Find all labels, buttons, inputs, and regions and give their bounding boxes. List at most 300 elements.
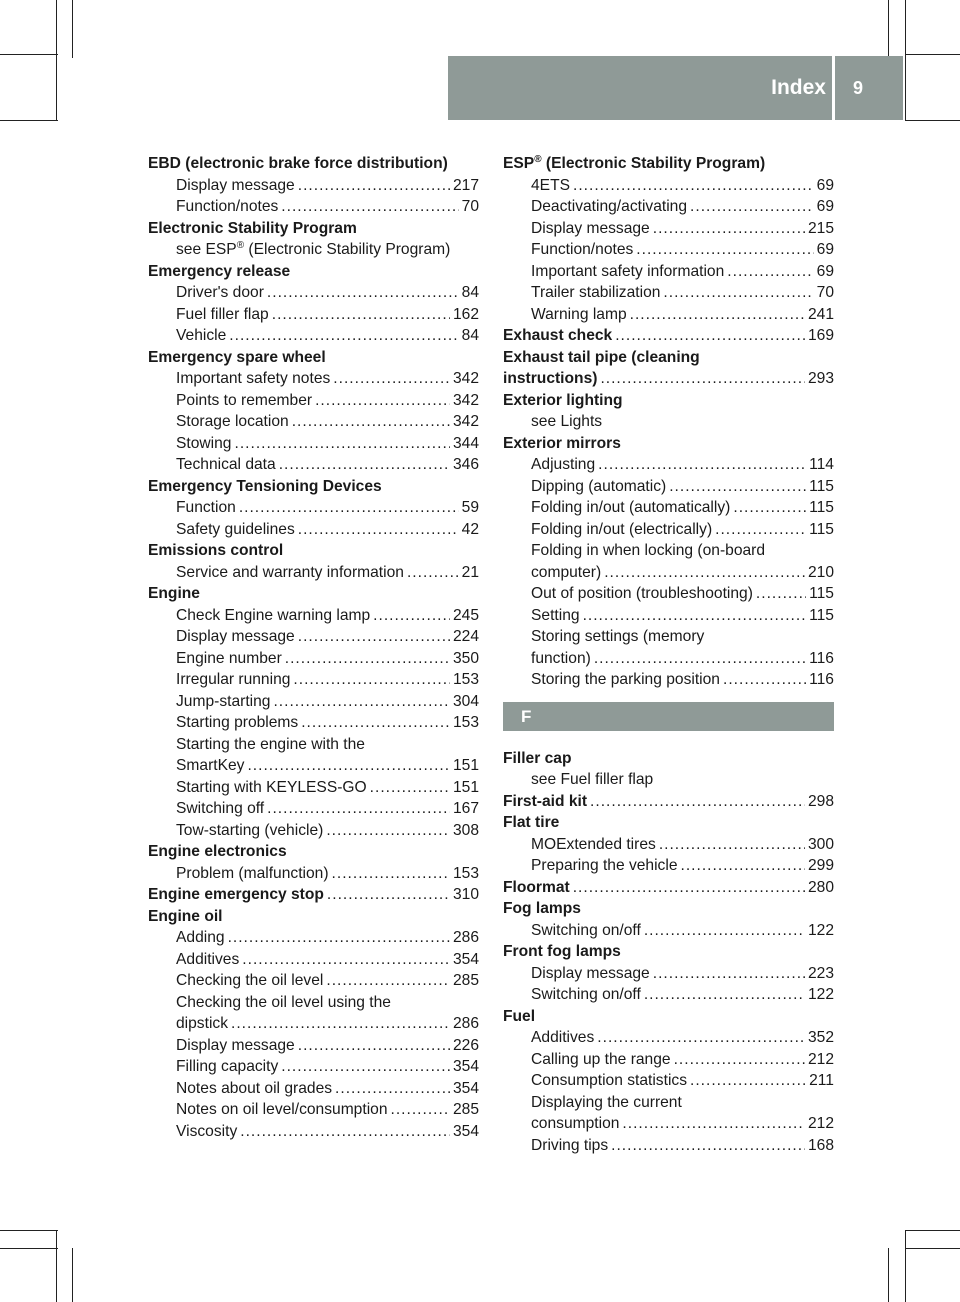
- leader-dots: [281, 1056, 450, 1078]
- crop-mark: [905, 120, 960, 121]
- sub-entry: [148, 777, 479, 799]
- leader-dots: [636, 239, 813, 261]
- sub-entry-text: Fuel filler flap: [176, 305, 269, 323]
- page-ref: 115: [809, 606, 834, 624]
- sub-entry: [148, 949, 479, 971]
- sub-entry-text: Out of position (troubleshooting): [531, 585, 753, 602]
- leader-dots: [327, 884, 450, 906]
- sub-entry: [503, 984, 834, 1006]
- index-entry: [148, 347, 479, 476]
- sub-entry: [503, 1135, 834, 1157]
- sub-entry-text: Dipping (automatic): [531, 477, 667, 495]
- page-ref: 215: [807, 219, 834, 237]
- sub-entry-text: dipstick: [176, 1015, 228, 1032]
- index-entry: [503, 1006, 834, 1157]
- leader-dots: [335, 1078, 450, 1100]
- sub-entry: [503, 519, 834, 541]
- see-reference: see ESP® (Electronic Stability Program): [176, 239, 451, 258]
- entry-heading: ESP® (Electronic Stability Program): [503, 153, 766, 172]
- sub-entry-text: MOExtended tires: [531, 835, 656, 853]
- leader-dots: [272, 304, 450, 326]
- sub-entry-text: Switching on/off: [531, 986, 641, 1003]
- leader-dots: [301, 712, 450, 734]
- sub-entry-text: Displaying the current: [531, 1093, 682, 1111]
- leader-dots: [298, 626, 450, 648]
- page-ref: 169: [807, 327, 834, 344]
- entry-heading-text: Floormat: [503, 878, 570, 896]
- page-ref: 116: [809, 649, 834, 667]
- leader-dots: [594, 648, 806, 670]
- leader-dots: [407, 562, 459, 584]
- page-title: Index: [771, 76, 826, 99]
- page-ref: 298: [807, 792, 834, 810]
- index-entry: [148, 841, 479, 884]
- sub-entry-text: Tow-starting (vehicle): [176, 821, 324, 839]
- index-entry: [503, 347, 834, 390]
- leader-dots: [653, 963, 805, 985]
- entry-heading: Emergency Tensioning Devices: [148, 477, 382, 495]
- leader-dots: [604, 562, 805, 584]
- sub-entry-text: Notes about oil grades: [176, 1079, 333, 1097]
- sub-entry: [503, 239, 834, 261]
- entry-heading: Fuel: [503, 1007, 536, 1025]
- page-ref: 352: [807, 1029, 834, 1046]
- page-ref: 342: [452, 391, 479, 409]
- index-entry: [503, 748, 834, 791]
- sub-entry: [148, 282, 479, 304]
- sub-entry: [503, 648, 834, 670]
- sub-entry-text: Storing settings (memory: [531, 628, 705, 645]
- leader-dots: [242, 949, 450, 971]
- sub-entry-text: Filling capacity: [176, 1058, 279, 1075]
- sub-entry: [148, 1013, 479, 1035]
- sub-entry-text: Warning lamp: [531, 305, 627, 323]
- sub-entry-text: Consumption statistics: [531, 1072, 687, 1089]
- entry-heading: Exterior mirrors: [503, 434, 621, 452]
- page-ref: 167: [452, 800, 479, 817]
- see-reference: see Lights: [531, 413, 603, 430]
- leader-dots: [573, 877, 805, 899]
- sub-entry: [148, 196, 479, 218]
- leader-dots: [615, 325, 805, 347]
- page-ref: 153: [452, 864, 479, 882]
- crop-mark: [905, 1230, 906, 1302]
- page-ref: 84: [461, 327, 479, 344]
- page-ref: 300: [807, 835, 834, 853]
- sub-entry-text: Function: [176, 499, 236, 516]
- entry-heading: EBD (electronic brake force distribution): [148, 155, 448, 172]
- leader-dots: [298, 175, 450, 197]
- leader-dots: [674, 1049, 805, 1071]
- page-ref: 151: [452, 757, 479, 774]
- leader-dots: [391, 1099, 450, 1121]
- sub-entry-text: Display message: [531, 964, 650, 982]
- page-ref: 42: [461, 520, 479, 538]
- leader-dots: [644, 984, 805, 1006]
- page-ref: 350: [452, 649, 479, 667]
- sub-entry-text: Safety guidelines: [176, 520, 295, 538]
- sub-entry-text: Service and warranty information: [176, 563, 404, 581]
- page-ref: 280: [807, 878, 834, 896]
- sub-entry: [503, 304, 834, 326]
- page-ref: 69: [816, 262, 834, 280]
- index-entry: [503, 791, 834, 813]
- sub-entry-text: Function/notes: [531, 241, 634, 258]
- sub-entry-text: 4ETS: [531, 176, 570, 194]
- leader-dots: [644, 920, 805, 942]
- sub-entry: [503, 669, 834, 691]
- leader-dots: [600, 368, 805, 390]
- page-ref: 354: [452, 1122, 479, 1140]
- page-ref: 21: [461, 563, 479, 581]
- entry-heading: [148, 884, 479, 906]
- sub-entry-text: Vehicle: [176, 327, 227, 344]
- leader-dots: [622, 1113, 805, 1135]
- sub-entry: [148, 433, 479, 455]
- entry-heading: Emergency release: [148, 262, 291, 280]
- leader-dots: [756, 583, 806, 605]
- entry-heading: Engine: [148, 585, 200, 602]
- see-reference: see Fuel filler flap: [531, 771, 654, 788]
- leader-dots: [234, 433, 449, 455]
- sub-entry-text: Function/notes: [176, 198, 279, 215]
- leader-dots: [659, 834, 805, 856]
- crop-mark: [56, 1230, 57, 1302]
- sub-entry: [503, 454, 834, 476]
- index-entry: [503, 898, 834, 941]
- page-ref: 241: [807, 305, 834, 323]
- page-ref: 286: [452, 1015, 479, 1032]
- page-ref: 346: [452, 456, 479, 473]
- crop-mark: [72, 0, 73, 58]
- sub-entry-text: Display message: [531, 219, 650, 237]
- entry-heading-text: Exhaust check: [503, 327, 613, 344]
- sub-entry-text: Stowing: [176, 434, 232, 452]
- sub-entry-text: Irregular running: [176, 671, 291, 688]
- leader-dots: [267, 282, 459, 304]
- page-ref: 286: [452, 929, 479, 946]
- page-ref: 70: [461, 198, 479, 215]
- sub-entry: [148, 1056, 479, 1078]
- leader-dots: [373, 605, 450, 627]
- page-ref: 212: [807, 1050, 834, 1068]
- sub-entry: [503, 1113, 834, 1135]
- entry-heading: Flat tire: [503, 814, 560, 831]
- sub-entry-text: Driver's door: [176, 284, 264, 301]
- sub-entry-text: Switching off: [176, 800, 265, 817]
- crop-mark: [888, 1248, 889, 1302]
- leader-dots: [715, 519, 806, 541]
- sub-entry: [148, 325, 479, 347]
- sub-entry-text: Engine number: [176, 649, 282, 667]
- leader-dots: [333, 368, 450, 390]
- page-ref: 168: [807, 1136, 834, 1154]
- sub-entry: [503, 963, 834, 985]
- sub-entry: [148, 562, 479, 584]
- sub-entry-text: Folding in/out (electrically): [531, 520, 713, 538]
- index-entry: [148, 540, 479, 583]
- leader-dots: [597, 1027, 805, 1049]
- sub-entry: [148, 820, 479, 842]
- leader-dots: [669, 476, 806, 498]
- index-entry: [148, 153, 479, 218]
- leader-dots: [681, 855, 805, 877]
- index-entry: [503, 812, 834, 877]
- sub-entry: [148, 648, 479, 670]
- sub-entry: [148, 755, 479, 777]
- sub-entry-text: Checking the oil level: [176, 972, 324, 989]
- sub-entry: [503, 605, 834, 627]
- sub-entry: [148, 691, 479, 713]
- page-ref: 310: [452, 886, 479, 903]
- entry-heading-text: Engine emergency stop: [148, 886, 324, 903]
- leader-dots: [229, 325, 458, 347]
- entry-heading: [503, 791, 834, 813]
- sub-entry-text: Folding in when locking (on-board: [531, 542, 766, 559]
- page-ref: 354: [452, 950, 479, 968]
- page-ref: 299: [807, 857, 834, 874]
- entry-heading: Filler cap: [503, 749, 572, 767]
- page-ref: 116: [809, 671, 834, 688]
- sub-entry: [148, 669, 479, 691]
- sub-entry-text: SmartKey: [176, 757, 245, 774]
- sub-entry-text: Switching on/off: [531, 921, 641, 939]
- leader-dots: [723, 669, 806, 691]
- entry-heading: [503, 368, 834, 390]
- sub-entry: [503, 497, 834, 519]
- page-ref: 293: [807, 370, 834, 387]
- leader-dots: [298, 1035, 450, 1057]
- index-entry: [148, 583, 479, 841]
- leader-dots: [598, 454, 806, 476]
- leader-dots: [240, 1121, 450, 1143]
- sub-entry-text: computer): [531, 563, 602, 581]
- sub-entry-text: Storing the parking position: [531, 671, 720, 688]
- page-ref: 84: [461, 284, 479, 301]
- page-ref: 354: [452, 1058, 479, 1075]
- entry-heading: Exhaust tail pipe (cleaning: [503, 348, 700, 366]
- sub-entry: [148, 927, 479, 949]
- sub-entry: [503, 1049, 834, 1071]
- page-ref: 342: [452, 413, 479, 430]
- index-entry: [503, 325, 834, 347]
- leader-dots: [583, 605, 807, 627]
- sub-entry-text: Adding: [176, 929, 225, 946]
- entry-heading: Electronic Stability Program: [148, 219, 357, 237]
- index-entry: [503, 390, 834, 433]
- sub-entry-text: Starting with KEYLESS-GO: [176, 778, 367, 796]
- crop-mark: [905, 1248, 960, 1249]
- sub-entry-text: consumption: [531, 1115, 620, 1132]
- page-ref: 308: [452, 821, 479, 839]
- sub-entry-text: Starting problems: [176, 714, 299, 731]
- sub-entry-text: Jump-starting: [176, 692, 271, 710]
- page-ref: 115: [809, 585, 834, 602]
- page-ref: 224: [452, 628, 479, 645]
- sub-entry-text: Display message: [176, 628, 295, 645]
- entry-heading: Exterior lighting: [503, 391, 623, 409]
- entry-heading: [503, 325, 834, 347]
- page-ref: 122: [807, 986, 834, 1003]
- index-entry: [503, 153, 834, 325]
- leader-dots: [690, 1070, 806, 1092]
- leader-dots: [630, 304, 805, 326]
- index-entry: [148, 476, 479, 541]
- leader-dots: [239, 497, 459, 519]
- sub-entry: [148, 1099, 479, 1121]
- page-ref: 69: [816, 198, 834, 215]
- page-ref: 115: [809, 477, 834, 495]
- sub-entry-text: Notes on oil level/consumption: [176, 1101, 388, 1118]
- crop-mark: [888, 0, 889, 58]
- crop-mark: [56, 0, 57, 120]
- leader-dots: [281, 196, 458, 218]
- page-ref: 122: [807, 921, 834, 939]
- sub-entry: [503, 476, 834, 498]
- page-ref: 70: [816, 284, 834, 301]
- sub-entry-text: Calling up the range: [531, 1050, 671, 1068]
- leader-dots: [370, 777, 450, 799]
- page-ref: 304: [452, 692, 479, 710]
- sub-entry: [503, 1070, 834, 1092]
- leader-dots: [298, 519, 459, 541]
- leader-dots: [690, 196, 814, 218]
- sub-entry-text: Additives: [531, 1029, 595, 1046]
- sub-entry: [148, 1121, 479, 1143]
- entry-heading: Emissions control: [148, 542, 284, 559]
- page-ref: 59: [461, 499, 479, 516]
- sub-entry: [503, 218, 834, 240]
- sub-entry: [503, 261, 834, 283]
- sub-entry: [503, 583, 834, 605]
- page-ref: 285: [452, 1101, 479, 1118]
- index-entry: [503, 877, 834, 899]
- sub-entry: [148, 175, 479, 197]
- sub-entry: [148, 454, 479, 476]
- entry-heading: [503, 877, 834, 899]
- index-entry: [503, 941, 834, 1006]
- index-entry: [148, 218, 479, 261]
- leader-dots: [315, 390, 450, 412]
- page-ref: 245: [452, 606, 479, 624]
- leader-dots: [228, 927, 450, 949]
- leader-dots: [332, 863, 450, 885]
- leader-dots: [285, 648, 450, 670]
- sub-entry: [503, 1027, 834, 1049]
- leader-dots: [247, 755, 450, 777]
- sub-entry: [148, 626, 479, 648]
- entry-heading: Fog lamps: [503, 900, 581, 917]
- page-ref: 162: [452, 305, 479, 323]
- leader-dots: [273, 691, 450, 713]
- crop-mark: [0, 1230, 58, 1231]
- sub-entry: [148, 390, 479, 412]
- sub-entry-text: Adjusting: [531, 456, 596, 473]
- sub-entry: [148, 970, 479, 992]
- sub-entry: [148, 1078, 479, 1100]
- page-ref: 223: [807, 964, 834, 982]
- page-ref: 354: [452, 1079, 479, 1097]
- leader-dots: [573, 175, 814, 197]
- crop-mark: [0, 54, 58, 55]
- sub-entry: [503, 855, 834, 877]
- page-ref: 342: [452, 370, 479, 387]
- leader-dots: [611, 1135, 805, 1157]
- index-entry: [148, 261, 479, 347]
- sub-entry: [503, 920, 834, 942]
- page-ref: 212: [807, 1115, 834, 1132]
- leader-dots: [326, 820, 450, 842]
- page-ref: 210: [807, 563, 834, 581]
- crop-mark: [72, 1248, 73, 1302]
- sub-entry-text: Important safety notes: [176, 370, 331, 387]
- index-entry: [503, 433, 834, 691]
- index-entry: [148, 884, 479, 906]
- page-ref: 211: [809, 1072, 834, 1089]
- sub-entry-text: Viscosity: [176, 1122, 238, 1140]
- index-entry: [148, 906, 479, 1143]
- leader-dots: [279, 454, 450, 476]
- leader-dots: [727, 261, 813, 283]
- leader-dots: [733, 497, 806, 519]
- section-letter: F: [503, 702, 834, 731]
- leader-dots: [653, 218, 805, 240]
- crop-mark: [0, 1248, 58, 1249]
- sub-entry-text: Important safety information: [531, 262, 725, 280]
- entry-heading: Engine electronics: [148, 843, 287, 860]
- sub-entry: [148, 519, 479, 541]
- entry-heading-text: First-aid kit: [503, 792, 588, 810]
- leader-dots: [293, 669, 450, 691]
- page-ref: 217: [452, 176, 479, 194]
- sub-entry-text: Driving tips: [531, 1136, 609, 1154]
- leader-dots: [231, 1013, 450, 1035]
- entry-heading: Engine oil: [148, 907, 223, 925]
- leader-dots: [267, 798, 450, 820]
- page-ref: 153: [452, 714, 479, 731]
- sub-entry-text: Display message: [176, 1036, 295, 1054]
- entry-heading: Emergency spare wheel: [148, 348, 326, 366]
- sub-entry: [148, 863, 479, 885]
- sub-entry-text: Additives: [176, 950, 240, 968]
- sub-entry: [503, 175, 834, 197]
- sub-entry-text: Setting: [531, 606, 580, 624]
- sub-entry: [503, 282, 834, 304]
- leader-dots: [590, 791, 805, 813]
- sub-entry: [148, 304, 479, 326]
- page-ref: 69: [816, 176, 834, 194]
- page-ref: 226: [452, 1036, 479, 1054]
- page-ref: 114: [809, 456, 834, 473]
- sub-entry: [148, 368, 479, 390]
- page-ref: 153: [452, 671, 479, 688]
- sub-entry-text: Problem (malfunction): [176, 864, 329, 882]
- page-ref: 115: [809, 499, 834, 516]
- index-column-left: [148, 153, 479, 1142]
- sub-entry-text: function): [531, 649, 591, 667]
- sub-entry: [503, 196, 834, 218]
- page-ref: 344: [452, 434, 479, 452]
- sub-entry-text: Folding in/out (automatically): [531, 499, 731, 516]
- crop-mark: [905, 0, 906, 120]
- sub-entry-text: Deactivating/activating: [531, 198, 688, 215]
- sub-entry-text: Display message: [176, 176, 295, 194]
- sub-entry-text: Starting the engine with the: [176, 735, 365, 753]
- sub-entry: [503, 562, 834, 584]
- leader-dots: [663, 282, 813, 304]
- sub-entry-text: Technical data: [176, 456, 276, 473]
- page-ref: 69: [816, 241, 834, 258]
